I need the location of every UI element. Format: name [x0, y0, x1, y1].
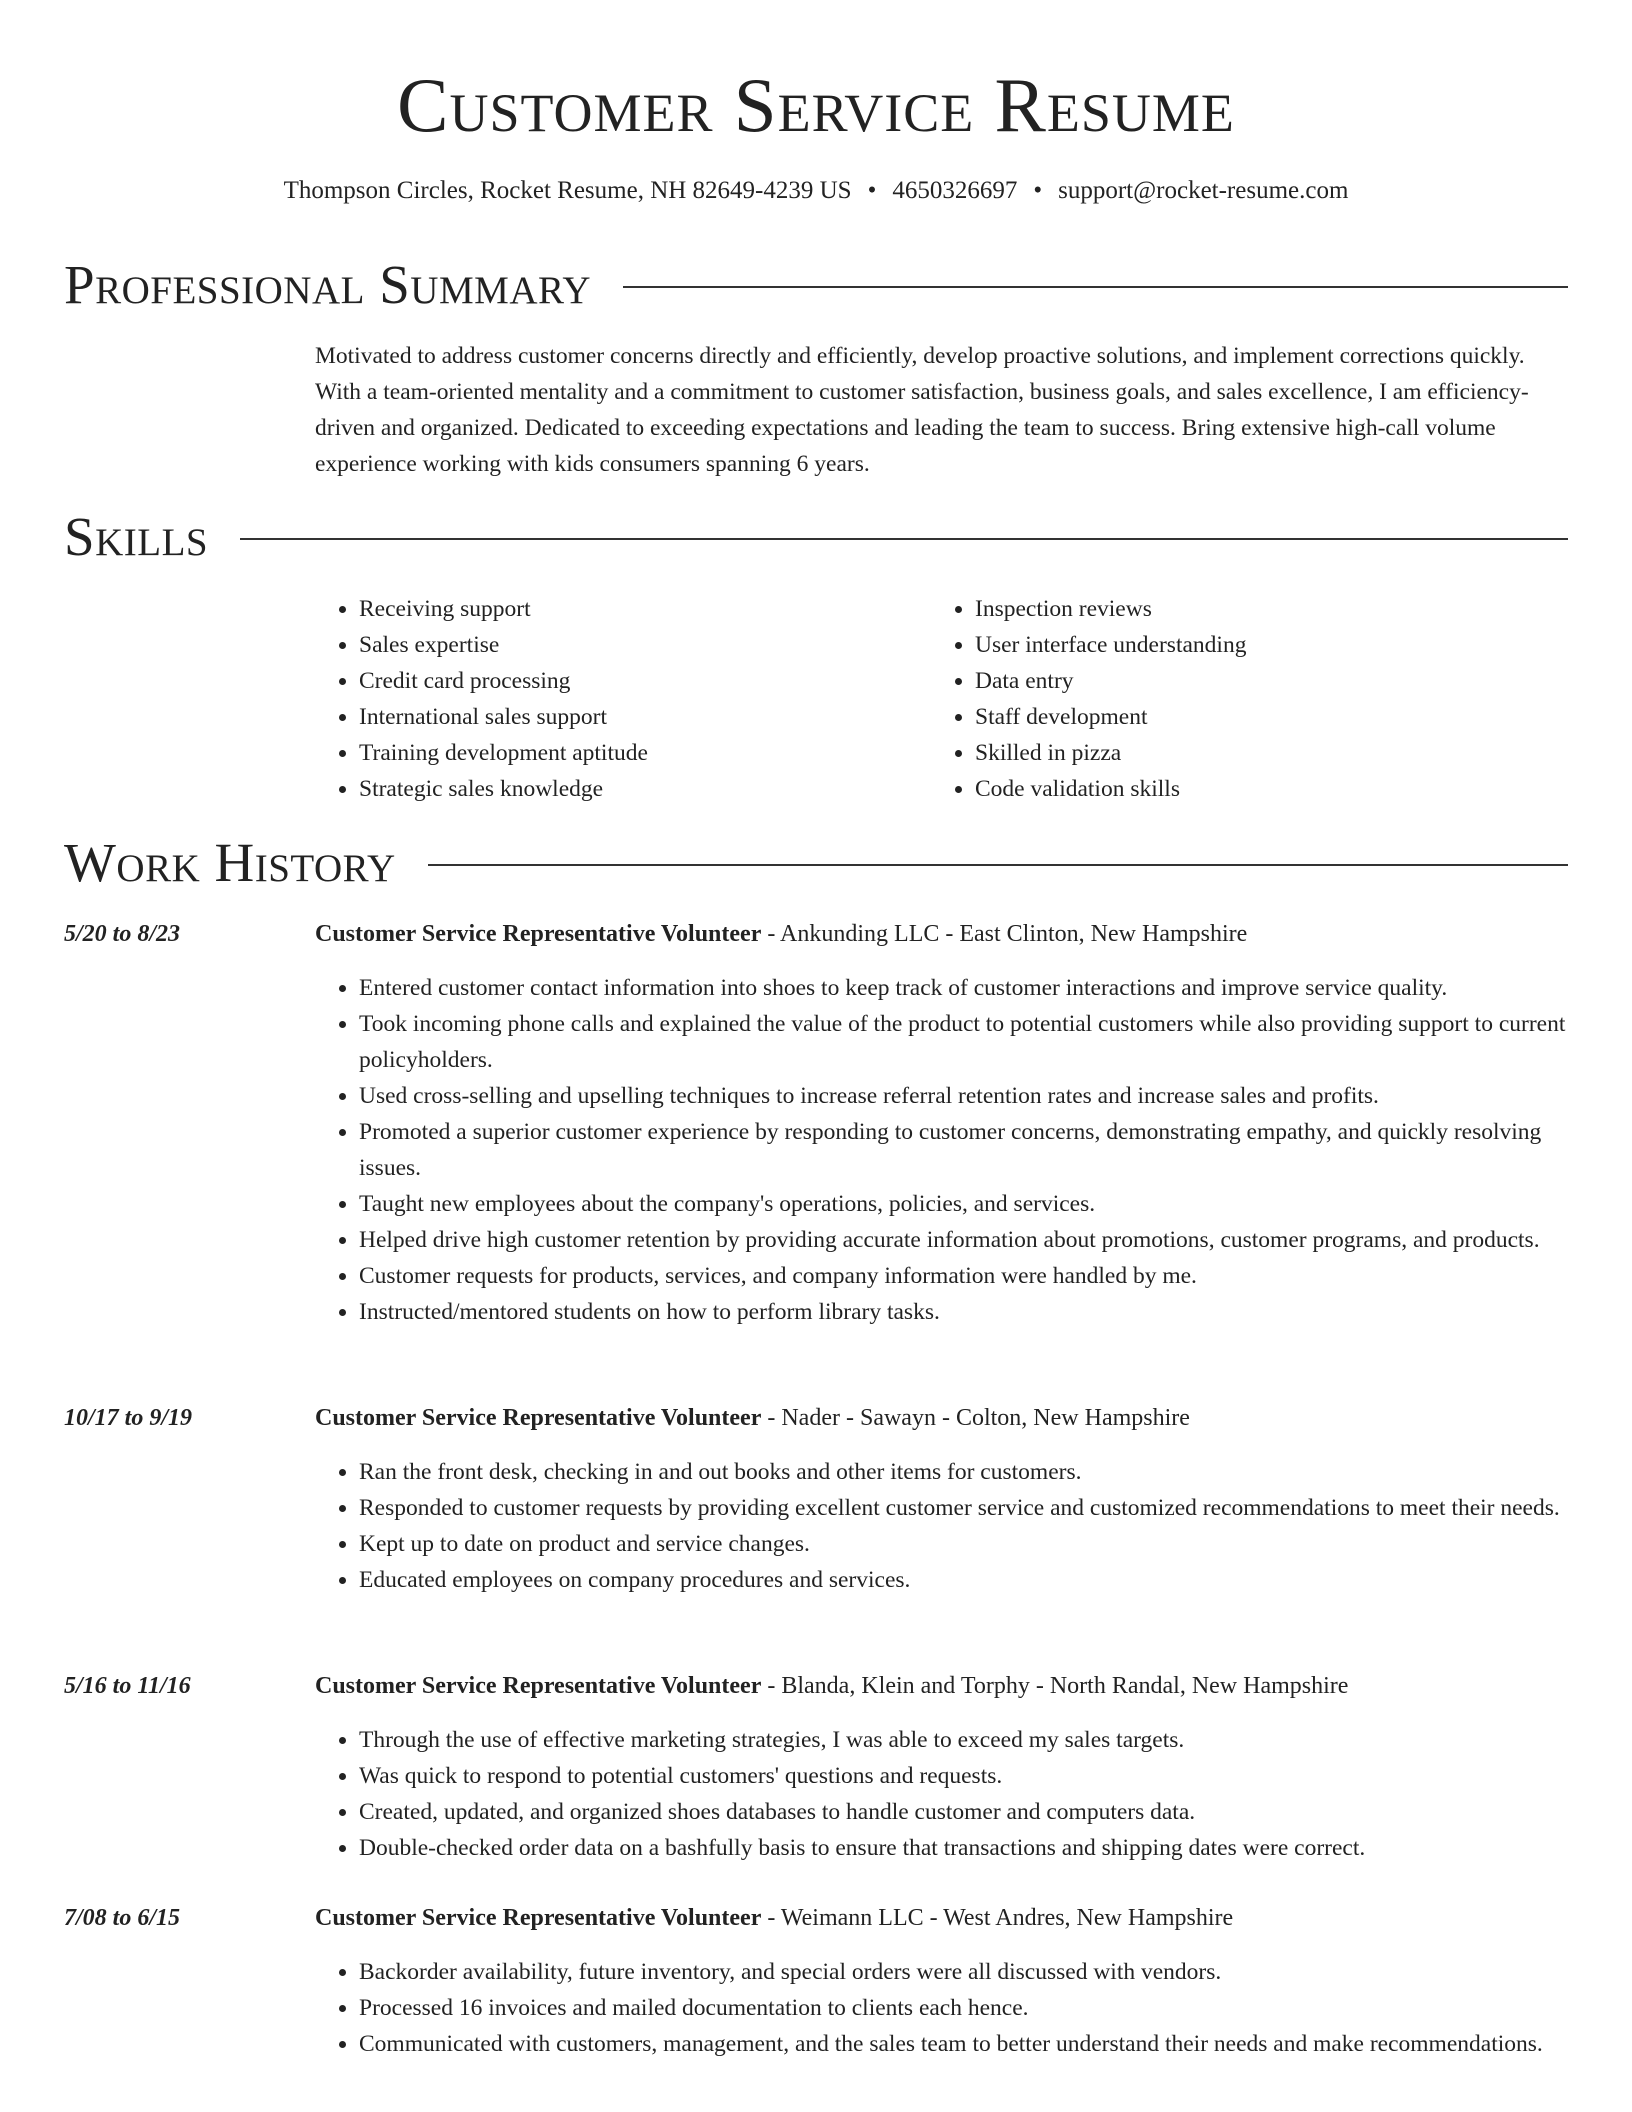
job-dates: 5/16 to 11/16	[64, 1673, 191, 1699]
job-company: - Nader - Sawayn - Colton, New Hampshire	[761, 1405, 1190, 1431]
work-heading: Work History	[64, 832, 396, 893]
job-bullet: • Processed 16 invoices and mailed documentation to clients each hence.	[359, 1990, 1568, 2026]
job-header	[315, 1900, 1568, 1936]
contact-separator: •	[1033, 177, 1043, 204]
job-company: - Ankunding LLC - East Clinton, New Hampshire	[761, 921, 1248, 947]
job-bullet: • Backorder availability, future inventory, and special orders were all discussed with vendors.	[359, 1954, 1568, 1990]
job-bullet: • Instructed/mentored students on how to perform library tasks.	[359, 1294, 1568, 1330]
job-bullets	[315, 970, 1568, 1330]
summary-text: Motivated to address customer concerns directly and efficiently, develop proactive solutions, and implement corrections quickly. With a team-oriented mentality and a commitment to customer satisfaction, business goals, and sales excellence, I am efficiency-driven and organized. Dedicated to exceeding expectations and leading the team to success. Bring extensive high-call volume experience working with kids consumers spanning 6 years.	[315, 343, 1529, 477]
skill-item: • Skilled in pizza	[975, 735, 1547, 771]
section-divider	[240, 538, 1568, 540]
skill-item: • Strategic sales knowledge	[359, 771, 931, 807]
skill-item: • Staff development	[975, 699, 1547, 735]
job-bullets	[315, 1722, 1568, 1866]
job-dates: 10/17 to 9/19	[64, 1405, 193, 1431]
job-bullet: • Was quick to respond to potential customers' questions and requests.	[359, 1758, 1568, 1794]
job-company: - Weimann LLC - West Andres, New Hampshire	[761, 1905, 1234, 1931]
skill-item: • Credit card processing	[359, 663, 931, 699]
skill-item: • Sales expertise	[359, 627, 931, 663]
job-bullet: • Through the use of effective marketing strategies, I was able to exceed my sales targets.	[359, 1722, 1568, 1758]
skills-list	[315, 591, 1568, 807]
skill-item: • User interface understanding	[975, 627, 1547, 663]
job-bullet: • Created, updated, and organized shoes databases to handle customer and computers data.	[359, 1794, 1568, 1830]
contact-email: support@rocket-resume.com	[1058, 177, 1349, 204]
work-section-header	[64, 828, 1568, 898]
skills-heading: Skills	[64, 506, 209, 567]
skill-item: • Receiving support	[359, 591, 931, 627]
skills-column-right	[931, 591, 1547, 807]
skills-column-left	[315, 591, 931, 807]
contact-phone: 4650326697	[892, 177, 1018, 204]
job-bullet: • Used cross-selling and upselling techniques to increase referral retention rates and increase sales and profits.	[359, 1078, 1568, 1114]
job-header	[315, 1668, 1568, 1704]
contact-separator: •	[867, 177, 877, 204]
section-divider	[428, 864, 1568, 866]
job-company: - Blanda, Klein and Torphy - North Randal, New Hampshire	[761, 1673, 1349, 1699]
skill-item: • Data entry	[975, 663, 1547, 699]
job-bullet: • Ran the front desk, checking in and out books and other items for customers.	[359, 1454, 1568, 1490]
job-role: Customer Service Representative Volunteer	[315, 1673, 762, 1699]
job-bullet: • Helped drive high customer retention by providing accurate information about promotions, customer programs, and products.	[359, 1222, 1568, 1258]
skill-item: • Training development aptitude	[359, 735, 931, 771]
job-role: Customer Service Representative Volunteer	[315, 1405, 762, 1431]
summary-section-header	[64, 250, 1568, 320]
job-bullets	[315, 1954, 1568, 2062]
job-bullet: • Took incoming phone calls and explained the value of the product to potential customers while also providing support to current policyholders.	[359, 1006, 1568, 1078]
job-bullet: • Promoted a superior customer experience by responding to customer concerns, demonstrating empathy, and quickly resolving issues.	[359, 1114, 1568, 1186]
skill-item: • Inspection reviews	[975, 591, 1547, 627]
job-bullet: • Double-checked order data on a bashfully basis to ensure that transactions and shipping dates were correct.	[359, 1830, 1568, 1866]
skills-section-header	[64, 502, 1568, 572]
job-header	[315, 1400, 1568, 1436]
contact-line	[0, 175, 1632, 207]
job-bullet: • Customer requests for products, services, and company information were handled by me.	[359, 1258, 1568, 1294]
job-bullet: • Educated employees on company procedures and services.	[359, 1562, 1568, 1598]
job-bullet: • Kept up to date on product and service changes.	[359, 1526, 1568, 1562]
resume-title: Customer Service Resume	[397, 62, 1235, 148]
skill-item: • International sales support	[359, 699, 931, 735]
job-bullet: • Entered customer contact information into shoes to keep track of customer interactions and improve service quality.	[359, 970, 1568, 1006]
job-dates: 5/20 to 8/23	[64, 921, 181, 947]
job-bullet: • Responded to customer requests by providing excellent customer service and customized recommendations to meet their needs.	[359, 1490, 1568, 1526]
job-bullet: • Taught new employees about the company's operations, policies, and services.	[359, 1186, 1568, 1222]
contact-address: Thompson Circles, Rocket Resume, NH 82649-4239 US	[283, 177, 852, 204]
section-divider	[623, 286, 1568, 288]
summary-heading: Professional Summary	[64, 254, 592, 315]
job-bullet: • Communicated with customers, management, and the sales team to better understand their needs and make recommendations.	[359, 2026, 1568, 2062]
job-role: Customer Service Representative Volunteer	[315, 1905, 762, 1931]
job-role: Customer Service Representative Volunteer	[315, 921, 762, 947]
job-header	[315, 916, 1568, 952]
job-bullets	[315, 1454, 1568, 1598]
job-dates: 7/08 to 6/15	[64, 1905, 181, 1931]
skill-item: • Code validation skills	[975, 771, 1547, 807]
